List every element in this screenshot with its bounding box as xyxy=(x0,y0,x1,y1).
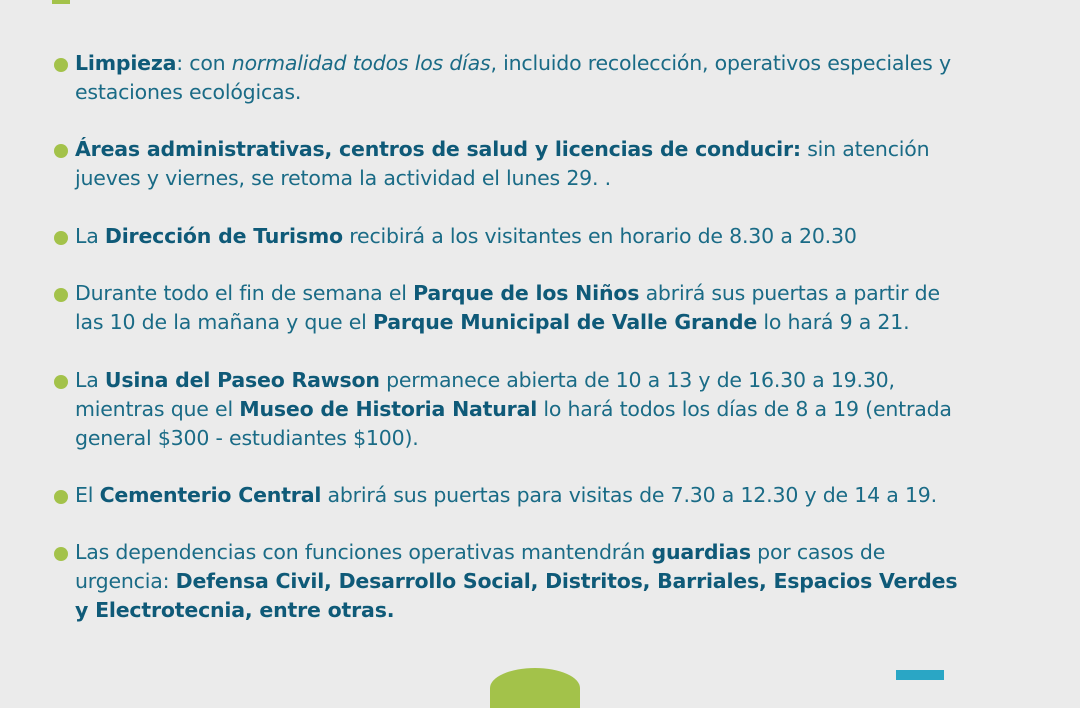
text-segment: abrirá sus puertas para visitas de 7.30 a 12.30 y de 14 a 19. xyxy=(321,483,937,507)
text-segment: : con xyxy=(176,51,232,75)
text-segment: abrirá sus puertas a partir de las 10 de la mañana y que el xyxy=(75,281,940,334)
bullet-dot-icon xyxy=(54,231,68,245)
notice-item-areas-administrativas xyxy=(54,135,974,193)
decorative-blue-block xyxy=(896,670,944,680)
text-segment: Durante todo el fin de semana el xyxy=(75,281,414,305)
bold-segment: Parque Municipal de Valle Grande xyxy=(372,310,758,334)
text-segment: La xyxy=(75,368,105,392)
text-segment: La xyxy=(75,224,105,248)
text-segment: Las dependencias con funciones operativas mantendrán xyxy=(75,540,652,564)
text-segment: El xyxy=(75,483,100,507)
bold-segment: Parque de los Niños xyxy=(413,281,640,305)
notice-text xyxy=(75,49,974,107)
bold-segment: Áreas administrativas, centros de salud y licencias de conducir: xyxy=(75,137,801,161)
notice-item-cementerio xyxy=(54,481,974,510)
bold-segment: Museo de Historia Natural xyxy=(239,397,538,421)
notice-text xyxy=(75,366,974,453)
notice-item-limpieza xyxy=(54,49,974,107)
bullet-dot-icon xyxy=(54,288,68,302)
notice-text xyxy=(75,279,974,337)
notice-item-parques xyxy=(54,279,974,337)
notice-text xyxy=(75,222,974,251)
bold-segment: Defensa Civil, Desarrollo Social, Distritos, Barriales, Espacios Verdes y Electrotecnia, entre otras. xyxy=(75,569,958,622)
bullet-dot-icon xyxy=(54,490,68,504)
text-segment: lo hará todos los días de 8 a 19 (entrada general $300 - estudiantes $100). xyxy=(75,397,952,450)
text-segment: recibirá a los visitantes en horario de 8.30 a 20.30 xyxy=(342,224,857,248)
bold-segment: Dirección de Turismo xyxy=(104,224,343,248)
notice-item-guardias xyxy=(54,538,974,625)
bold-segment: Cementerio Central xyxy=(99,483,322,507)
bullet-dot-icon xyxy=(54,375,68,389)
italic-segment: normalidad todos los días xyxy=(231,51,491,75)
text-segment: sin atención jueves y viernes, se retoma la actividad el lunes 29. . xyxy=(75,137,930,190)
text-segment: permanece abierta de 10 a 13 y de 16.30 a 19.30, mientras que el xyxy=(75,368,895,421)
notice-item-direccion-turismo xyxy=(54,222,974,251)
bullet-dot-icon xyxy=(54,58,68,72)
notice-text xyxy=(75,538,974,625)
bold-segment: Usina del Paseo Rawson xyxy=(104,368,380,392)
text-segment: por casos de urgencia: xyxy=(75,540,886,593)
bullet-dot-icon xyxy=(54,547,68,561)
notice-item-usina-museo xyxy=(54,366,974,453)
text-segment: , incluido recolección, operativos especiales y estaciones ecológicas. xyxy=(75,51,951,104)
decorative-green-arc xyxy=(490,668,580,708)
bold-segment: Limpieza xyxy=(75,51,177,75)
notice-text xyxy=(75,481,974,510)
notice-text xyxy=(75,135,974,193)
bold-segment: guardias xyxy=(651,540,751,564)
text-segment: lo hará 9 a 21. xyxy=(757,310,910,334)
bullet-dot-icon xyxy=(54,144,68,158)
